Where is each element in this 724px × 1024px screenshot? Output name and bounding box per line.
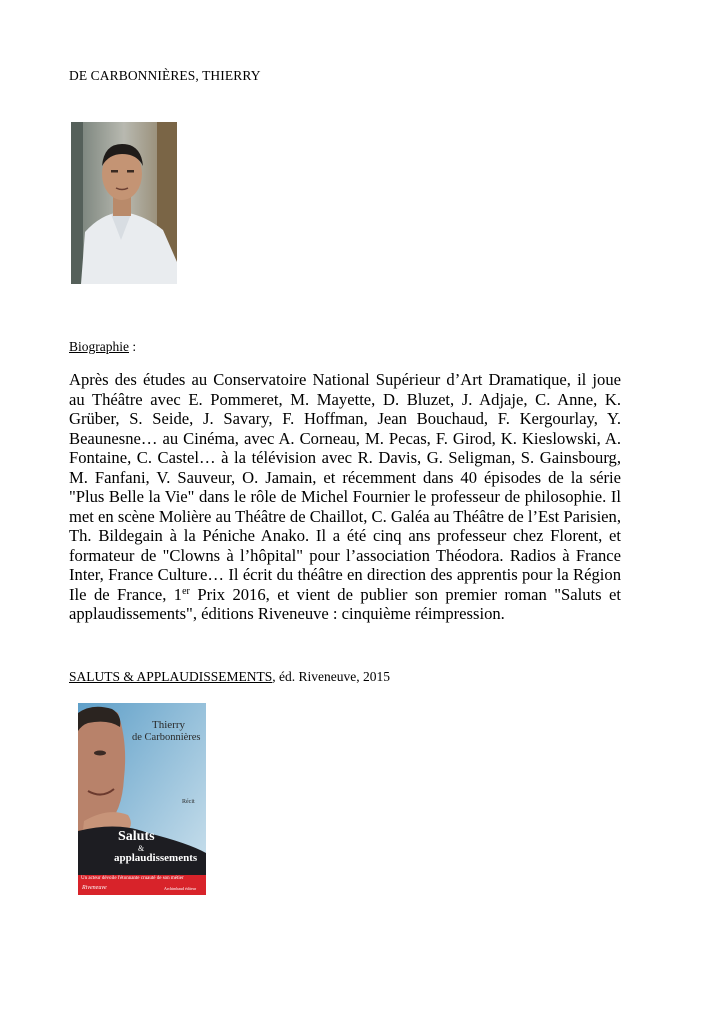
book-cover-image xyxy=(78,703,206,895)
cover-genre: Récit xyxy=(182,799,195,805)
cover-author-last: de Carbonnières xyxy=(132,732,201,743)
biography-text-part1: Après des études au Conservatoire National Supérieur d’Art Dramatique, il joue au Théâtre avec E. Pommeret, M. Mayette, D. Bluzet, J. Adjaje, C. Anne, K. Grüber, S. Seide, J. Savary, F. Hoffman, Jean Bouchaud, F. Kergourlay, Y. Beaunesne… au Cinéma, avec A. Corneau, M. Pecas, F. Girod, K. Kieslowski, A. Fontaine, C. Castel… à la télévision avec R. Davis, G. Seligman, S. Gainsbourg, M. Fanfani, V. Sauveur, O. Jamain, et récemment dans 40 épisodes de la série "Plus Belle la Vie" dans le rôle de Michel Fournier le professeur de philosophie. Il met en scène Molière au Théâtre de Chaillot, C. Galéa au Théâtre de l’Est Parisien, Th. Bildegain à la Péniche Anako. Il a été cinq ans professeur chez Florent, et formateur de "Clowns à l’hôpital" pour l’association Théodora. Radios à France Inter, France Culture… Il écrit du théâtre en direction des apprentis pour la Région Ile de France, 1 xyxy=(69,370,621,604)
book-title: SALUTS & APPLAUDISSEMENTS xyxy=(69,669,273,684)
cover-publisher-logo: Riveneuve xyxy=(82,885,107,891)
biography-label-suffix: : xyxy=(129,339,137,354)
cover-title-line2: applaudissements xyxy=(114,852,198,864)
cover-tagline: Un acteur dévoile l'étonnante cruauté de son métier xyxy=(81,876,184,881)
biography-label-text: Biographie xyxy=(69,339,129,354)
cover-title-amp: & xyxy=(138,844,145,853)
biography-label xyxy=(69,339,136,355)
cover-author-first: Thierry xyxy=(152,719,185,731)
author-portrait-photo xyxy=(71,122,177,284)
book-details: , éd. Riveneuve, 2015 xyxy=(272,669,391,684)
biography-superscript: er xyxy=(182,585,190,597)
cover-publisher-sub: Archimbaud éditeur xyxy=(164,886,197,891)
biography-paragraph xyxy=(69,370,621,624)
book-reference xyxy=(69,669,390,685)
biography-text-part2: Prix 2016, et vient de publier son premier roman "Saluts et applaudissements", éditions Riveneuve : cinquième réimpression. xyxy=(69,584,621,623)
author-name-heading: DE CARBONNIÈRES, THIERRY xyxy=(69,68,261,83)
cover-title-line1: Saluts xyxy=(118,829,155,844)
